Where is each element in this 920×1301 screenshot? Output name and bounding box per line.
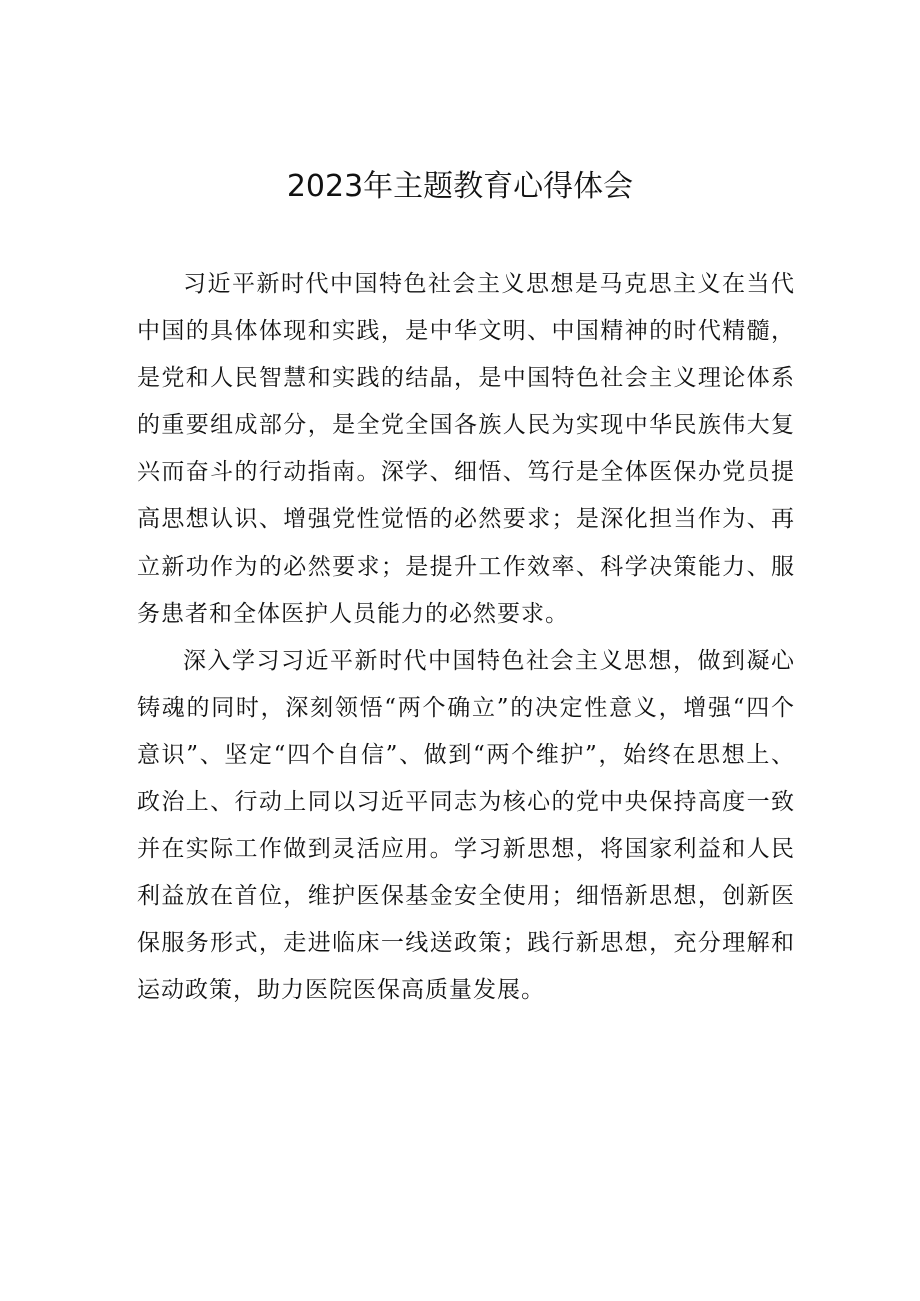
document-title: 2023年主题教育心得体会: [286, 169, 634, 204]
paragraph-2: 深入学习习近平新时代中国特色社会主义思想，做到凝心铸魂的同时，深刻领悟“两个确立”的决定性意义，增强“四个意识”、坚定“四个自信”、做到“两个维护”，始终在思想上、政治上、行动上同以习近平同志为核心的党中央保持高度一致并在实际工作做到灵活应用。学习新思想，将国家利益和人民利益放在首位，维护医保基金安全使用；细悟新思想，创新医保服务形式，走进临床一线送政策；践行新思想，充分理解和运动政策，助力医院医保高质量发展。: [137, 647, 795, 1004]
document-body: [137, 261, 795, 1015]
paragraph-1: 习近平新时代中国特色社会主义思想是马克思主义在当代中国的具体体现和实践，是中华文明、中国精神的时代精髓，是党和人民智慧和实践的结晶，是中国特色社会主义理论体系的重要组成部分，是全党全国各族人民为实现中华民族伟大复兴而奋斗的行动指南。深学、细悟、笃行是全体医保办党员提高思想认识、增强党性觉悟的必然要求；是深化担当作为、再立新功作为的必然要求；是提升工作效率、科学决策能力、服务患者和全体医护人员能力的必然要求。: [137, 271, 795, 627]
